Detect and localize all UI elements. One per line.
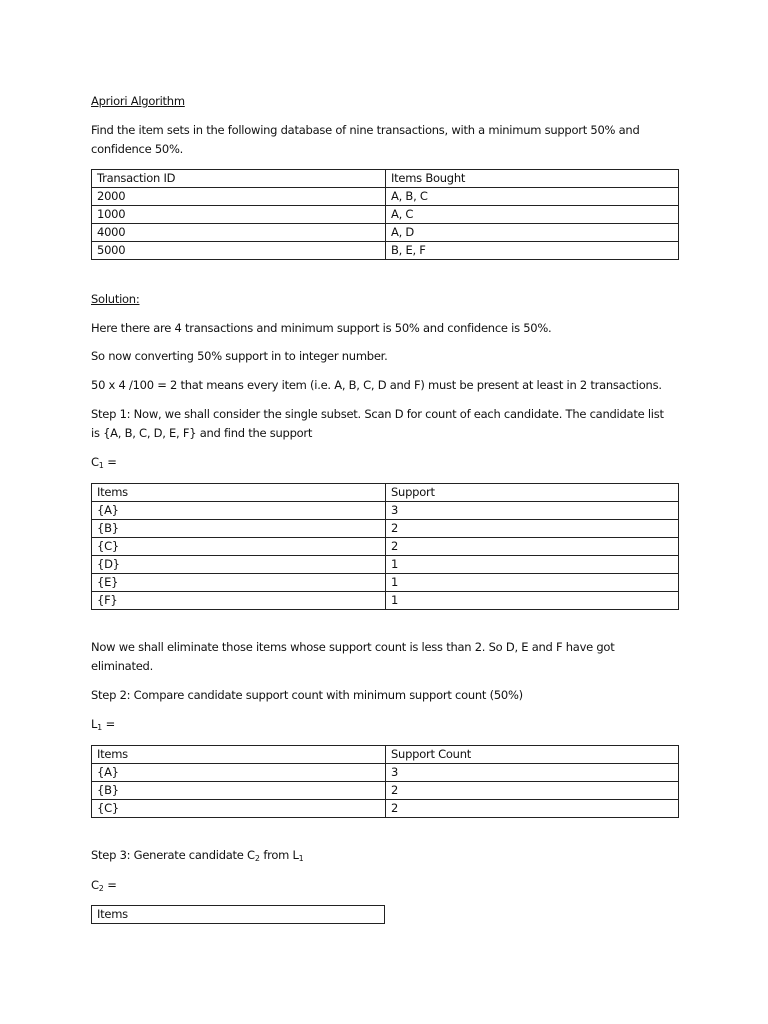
transactions-table xyxy=(91,169,679,260)
header-items-bought: Items Bought xyxy=(386,170,679,188)
table-cell: {A} xyxy=(92,764,386,782)
table-cell: 2 xyxy=(386,782,679,800)
table-row xyxy=(92,782,679,800)
table-cell: 2 xyxy=(386,800,679,818)
table-cell: {C} xyxy=(92,800,386,818)
table-cell: 3 xyxy=(386,502,679,520)
intro-line-1: Find the item sets in the following database of nine transactions, with a minimum support 50% and xyxy=(91,123,640,137)
solution-line-2: So now converting 50% support in to integer number. xyxy=(91,349,388,363)
table-row xyxy=(92,574,679,592)
table-row xyxy=(92,206,679,224)
table-cell: 2000 xyxy=(92,188,386,206)
c1-table xyxy=(91,483,679,610)
solution-line-1: Here there are 4 transactions and minimum support is 50% and confidence is 50%. xyxy=(91,321,552,335)
table-header-row xyxy=(92,484,679,502)
step1-line-2: is {A, B, C, D, E, F} and find the support xyxy=(91,426,313,440)
table-cell: 1 xyxy=(386,592,679,610)
c1-label: C1 = xyxy=(91,455,117,470)
c2-table xyxy=(91,905,385,924)
table-cell: {A} xyxy=(92,502,386,520)
table-cell: 1 xyxy=(386,574,679,592)
header-items: Items xyxy=(92,746,386,764)
table-row xyxy=(92,520,679,538)
table-cell: A, C xyxy=(386,206,679,224)
step2-text: Step 2: Compare candidate support count with minimum support count (50%) xyxy=(91,688,523,702)
document-title: Apriori Algorithm xyxy=(91,94,185,108)
table-cell: {C} xyxy=(92,538,386,556)
table-cell: 4000 xyxy=(92,224,386,242)
table-row xyxy=(92,556,679,574)
table-cell: {E} xyxy=(92,574,386,592)
solution-heading: Solution: xyxy=(91,292,140,306)
solution-line-3: 50 x 4 /100 = 2 that means every item (i.e. A, B, C, D and F) must be present at least in 2 transactions. xyxy=(91,378,662,392)
table-cell: 5000 xyxy=(92,242,386,260)
table-row xyxy=(92,764,679,782)
header-items: Items xyxy=(92,906,385,924)
intro-line-2: confidence 50%. xyxy=(91,142,184,156)
eliminate-line-2: eliminated. xyxy=(91,659,153,673)
l1-label: L1 = xyxy=(91,717,116,732)
table-cell: {B} xyxy=(92,520,386,538)
table-cell: {D} xyxy=(92,556,386,574)
table-header-row xyxy=(92,170,679,188)
header-items: Items xyxy=(92,484,386,502)
header-support: Support xyxy=(386,484,679,502)
step3-text: Step 3: Generate candidate C2 from L1 xyxy=(91,848,304,863)
table-cell: 3 xyxy=(386,764,679,782)
l1-table xyxy=(91,745,679,818)
table-cell: A, B, C xyxy=(386,188,679,206)
table-header-row xyxy=(92,746,679,764)
table-cell: {B} xyxy=(92,782,386,800)
table-header-row xyxy=(92,906,385,924)
table-cell: 1000 xyxy=(92,206,386,224)
table-row xyxy=(92,538,679,556)
header-support-count: Support Count xyxy=(386,746,679,764)
table-row xyxy=(92,800,679,818)
table-cell: A, D xyxy=(386,224,679,242)
table-cell: 1 xyxy=(386,556,679,574)
table-row xyxy=(92,188,679,206)
table-row xyxy=(92,242,679,260)
header-transaction-id: Transaction ID xyxy=(92,170,386,188)
table-cell: B, E, F xyxy=(386,242,679,260)
table-row xyxy=(92,224,679,242)
table-cell: 2 xyxy=(386,520,679,538)
table-cell: 2 xyxy=(386,538,679,556)
eliminate-line-1: Now we shall eliminate those items whose support count is less than 2. So D, E and F have got xyxy=(91,640,615,654)
step1-line-1: Step 1: Now, we shall consider the single subset. Scan D for count of each candidate. The candidate list xyxy=(91,407,664,421)
table-row xyxy=(92,592,679,610)
table-row xyxy=(92,502,679,520)
c2-label: C2 = xyxy=(91,878,117,893)
table-cell: {F} xyxy=(92,592,386,610)
